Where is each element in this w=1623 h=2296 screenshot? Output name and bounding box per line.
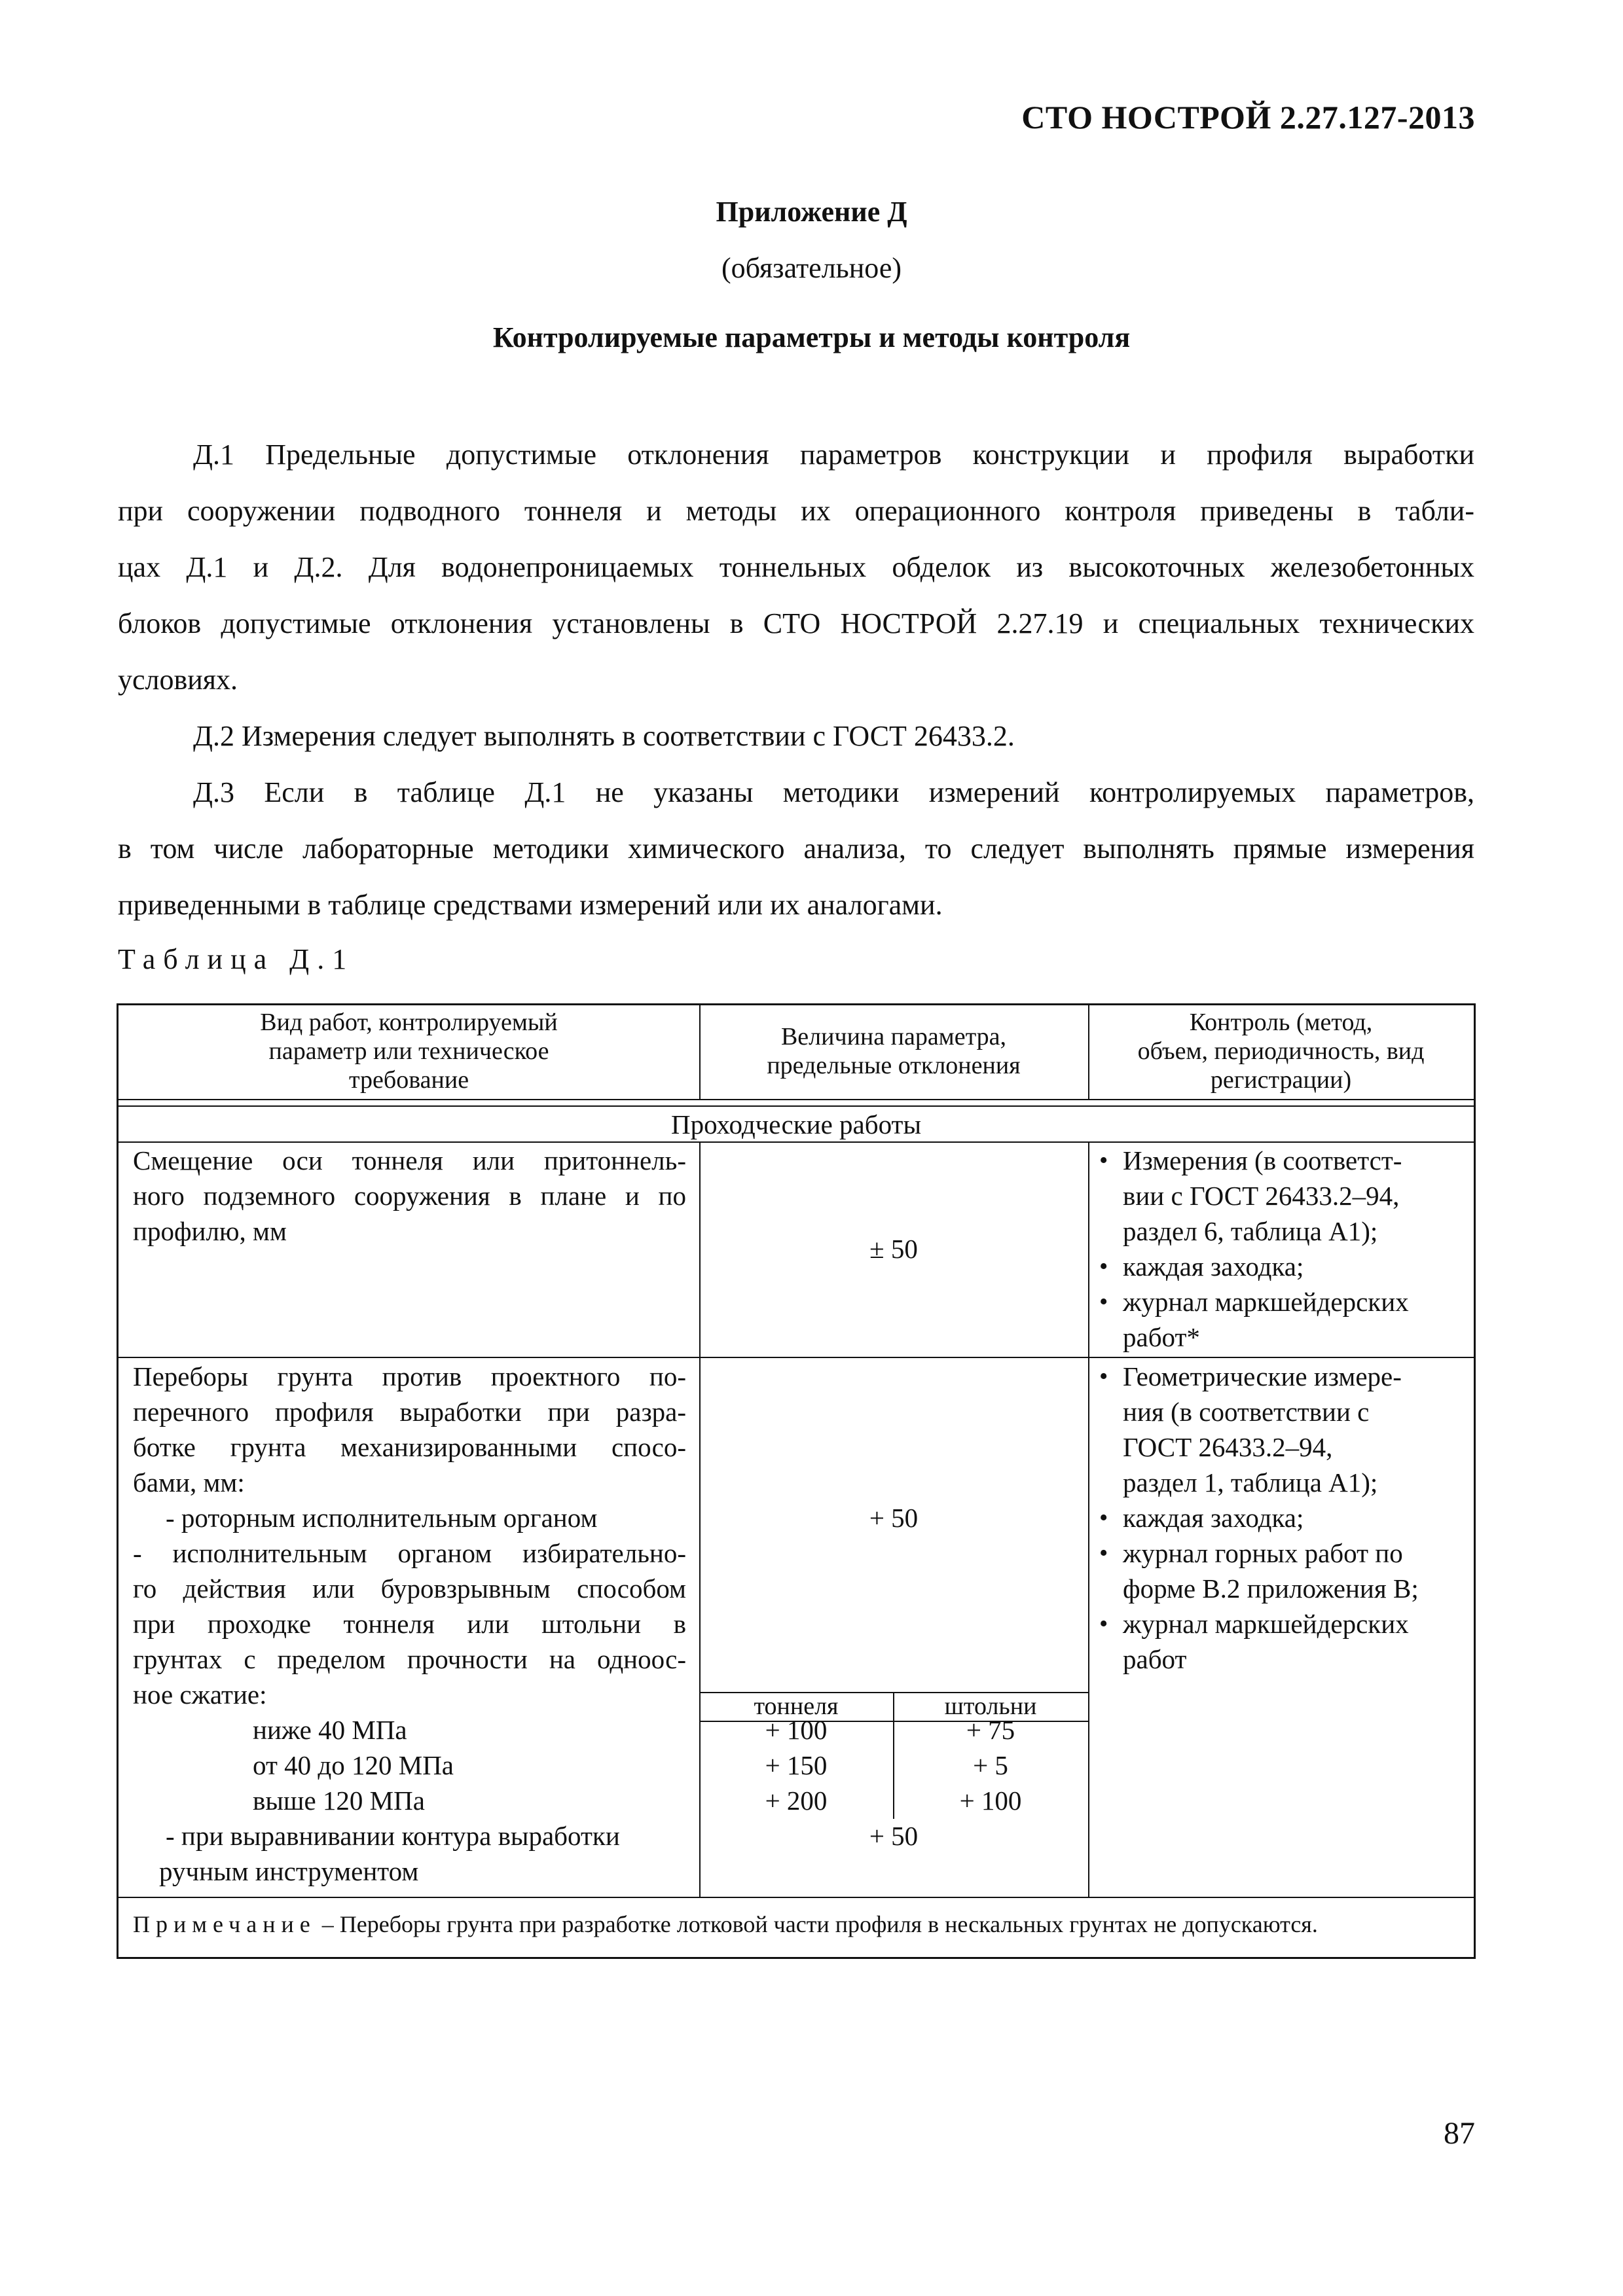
header-col-1: [119, 1008, 699, 1094]
cell-line: го действия или буровзрывным способом: [133, 1573, 686, 1604]
cell-line: бами, мм:: [133, 1467, 245, 1498]
bullet-line: раздел 6, таблица А1);: [1123, 1216, 1378, 1246]
appendix-status: (обязательное): [721, 252, 902, 284]
tunnel-value: + 200: [765, 1785, 828, 1816]
col-divider-2: [1088, 1141, 1089, 1897]
appendix-heading: Контролируемые параметры и методы контроля: [492, 321, 1131, 353]
header-double-line: [119, 1105, 1474, 1107]
header-line: Контроль (метод,: [1189, 1009, 1373, 1036]
row2-control: [1095, 1359, 1468, 1677]
adit-values: [893, 1712, 1088, 1818]
note-label: Примечание: [133, 1911, 316, 1937]
table-d1: [117, 1003, 1476, 1959]
paragraph-line: в том числе лабораторные методики химического анализа, то следует выполнять прямые измерения: [118, 833, 1474, 865]
control-bullet: [1095, 1535, 1468, 1606]
header-col-2: [699, 1022, 1088, 1080]
paragraph-line: Д.2 Измерения следует выполнять в соответствии с ГОСТ 26433.2.: [193, 720, 1015, 752]
row2-manual-label: [159, 1818, 689, 1889]
cell-line: ное сжатие:: [133, 1679, 267, 1710]
cell-line: - исполнительным органом избирательно-: [133, 1538, 686, 1568]
bullet-line: работ: [1123, 1644, 1187, 1674]
paragraph-line: приведенными в таблице средствами измерений или их аналогами.: [118, 889, 943, 921]
bullet-line: • каждая заходка;: [1123, 1503, 1304, 1533]
control-bullet: [1095, 1606, 1468, 1677]
bullet-line: вии с ГОСТ 26433.2–94,: [1123, 1181, 1400, 1211]
cell-line: перечного профиля выработки при разра-: [133, 1397, 686, 1427]
cell-line: грунтах с пределом прочности на одноос-: [133, 1644, 686, 1674]
adit-value: + 5: [973, 1750, 1008, 1780]
paragraph-line: блоков допустимые отклонения установлены в СТО НОСТРОЙ 2.27.19 и специальных технических: [118, 607, 1474, 639]
row1-control: [1095, 1143, 1468, 1355]
strength-labels: [253, 1712, 646, 1818]
bullet-line: работ*: [1123, 1322, 1200, 1352]
header-line: параметр или техническое: [268, 1037, 549, 1065]
strength-label: от 40 до 120 МПа: [253, 1750, 454, 1780]
bullet-line: • Геометрические измере-: [1123, 1361, 1402, 1391]
control-bullet: [1095, 1500, 1468, 1535]
table-note: [133, 1909, 1468, 1940]
cell-line: Смещение оси тоннеля или притоннель-: [133, 1145, 686, 1175]
header-line: объем, периодичность, вид: [1137, 1037, 1425, 1065]
subheader-adit: штольни: [944, 1693, 1037, 1720]
document-code: СТО НОСТРОЙ 2.27.127-2013: [1021, 99, 1475, 135]
table-caption: Таблица Д.1: [118, 943, 355, 975]
note-separator-line: [119, 1897, 1474, 1898]
header-line: Вид работ, контролируемый: [260, 1009, 558, 1036]
cell-line: ботке грунта механизированными спосо-: [133, 1432, 686, 1462]
paragraph-line: Д.3 Если в таблице Д.1 не указаны методики измерений контролируемых параметров,: [193, 776, 1474, 808]
control-bullet: [1095, 1143, 1468, 1249]
cell-line: ручным инструментом: [159, 1856, 419, 1886]
bullet-line: форме В.2 приложения В;: [1123, 1573, 1419, 1604]
row2-parameter-intro: [133, 1359, 686, 1500]
bullet-line: • каждая заходка;: [1123, 1251, 1304, 1282]
header-line: требование: [348, 1066, 469, 1094]
row2-selective-label: [133, 1535, 686, 1712]
tunnel-value: + 150: [765, 1750, 828, 1780]
appendix-title: Приложение Д: [716, 196, 907, 228]
strength-label: ниже 40 МПа: [253, 1715, 407, 1745]
tunnel-values: [699, 1712, 893, 1818]
cell-line: ного подземного сооружения в плане и по: [133, 1181, 686, 1211]
paragraph-d2: [118, 708, 1474, 764]
row2-rotor-value: + 50: [869, 1503, 919, 1533]
paragraph-line: Д.1 Предельные допустимые отклонения параметров конструкции и профиля выработки: [193, 439, 1474, 471]
subheader-tunnel: тоннеля: [754, 1693, 839, 1720]
header-col-3: [1088, 1008, 1474, 1094]
adit-value: + 75: [966, 1715, 1015, 1745]
cell-line: профилю, мм: [133, 1216, 287, 1246]
tunnel-value: + 100: [765, 1715, 828, 1745]
bullet-line: ГОСТ 26433.2–94,: [1123, 1432, 1333, 1462]
row1-value: ± 50: [869, 1234, 918, 1264]
control-bullet: [1095, 1359, 1468, 1500]
strength-label: выше 120 МПа: [253, 1785, 425, 1816]
row1-parameter: [133, 1143, 686, 1249]
paragraph-d3: [118, 764, 1474, 933]
row2-rotor-label: - роторным исполнительным органом: [166, 1503, 598, 1533]
bullet-line: • журнал маркшейдерских: [1123, 1609, 1409, 1639]
paragraph-line: цах Д.1 и Д.2. Для водонепроницаемых тоннельных обделок из высокоточных железобетонных: [118, 551, 1474, 583]
control-bullet: [1095, 1284, 1468, 1355]
bullet-line: ния (в соответствии с: [1123, 1397, 1370, 1427]
page-number: 87: [1444, 2116, 1475, 2151]
row2-manual-value: + 50: [869, 1821, 919, 1851]
bullet-line: • журнал маркшейдерских: [1123, 1287, 1409, 1317]
note-text: – Переборы грунта при разработке лотковой части профиля в нескальных грунтах не допускаются.: [316, 1911, 1318, 1937]
bullet-line: • Измерения (в соответст-: [1123, 1145, 1402, 1175]
paragraph-line: условиях.: [118, 664, 238, 696]
section-title: Проходческие работы: [670, 1109, 922, 1139]
paragraph-line: при сооружении подводного тоннеля и методы их операционного контроля приведены в табли-: [118, 495, 1474, 527]
bullet-line: • журнал горных работ по: [1123, 1538, 1403, 1568]
bullet-line: раздел 1, таблица А1);: [1123, 1467, 1378, 1498]
cell-line: при проходке тоннеля или штольни в: [133, 1609, 686, 1639]
header-line: Величина параметра,: [780, 1023, 1007, 1050]
row-separator-line: [119, 1357, 1474, 1358]
header-line: регистрации): [1210, 1066, 1352, 1094]
control-bullet: [1095, 1249, 1468, 1284]
header-separator-line: [119, 1099, 1474, 1100]
paragraph-d1: [118, 427, 1474, 708]
cell-line: - при выравнивании контура выработки: [166, 1821, 620, 1851]
adit-value: + 100: [959, 1785, 1022, 1816]
header-line: предельные отклонения: [767, 1052, 1021, 1079]
cell-line: Переборы грунта против проектного по-: [133, 1361, 686, 1391]
